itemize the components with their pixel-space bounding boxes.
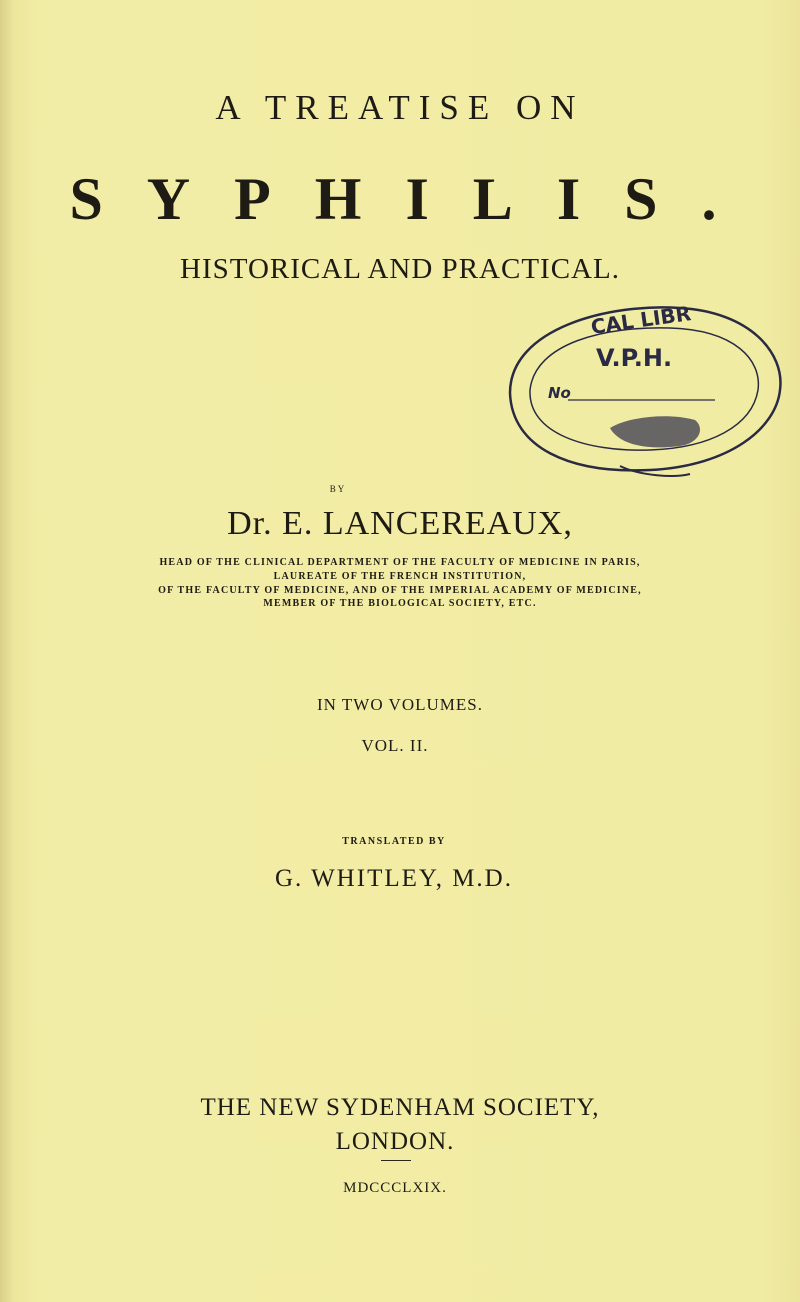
stamp-top-text: CAL LIBR <box>589 301 693 339</box>
publisher-name: THE NEW SYDENHAM SOCIETY, <box>200 1094 600 1121</box>
title-subtitle: HISTORICAL AND PRACTICAL. <box>180 253 620 285</box>
divider <box>381 1160 411 1161</box>
title-line-1: A TREATISE ON <box>215 88 585 127</box>
stamp-center-text: V.P.H. <box>596 344 673 372</box>
author-credential: MEMBER OF THE BIOLOGICAL SOCIETY, ETC. <box>263 598 537 609</box>
stamp-number-label: No <box>548 384 571 402</box>
translator-name: G. WHITLEY, M.D. <box>274 865 513 892</box>
author-credential: LAUREATE OF THE FRENCH INSTITUTION, <box>273 571 527 582</box>
author-credential: OF THE FACULTY OF MEDICINE, AND OF THE IMPERIAL ACADEMY OF MEDICINE, <box>158 585 642 596</box>
publisher-city: LONDON. <box>335 1128 455 1155</box>
library-stamp-icon <box>500 298 790 488</box>
volume-count: IN TWO VOLUMES. <box>317 695 483 714</box>
publication-year: MDCCCLXIX. <box>343 1180 447 1196</box>
author-credential: HEAD OF THE CLINICAL DEPARTMENT OF THE FACULTY OF MEDICINE IN PARIS, <box>159 557 641 568</box>
title-main: SYPHILIS. <box>69 166 761 232</box>
author-name: Dr. E. LANCEREAUX, <box>227 505 573 542</box>
byline-by: BY <box>329 484 347 494</box>
translated-by-label: TRANSLATED BY <box>342 836 446 847</box>
volume-number: VOL. II. <box>361 736 429 755</box>
